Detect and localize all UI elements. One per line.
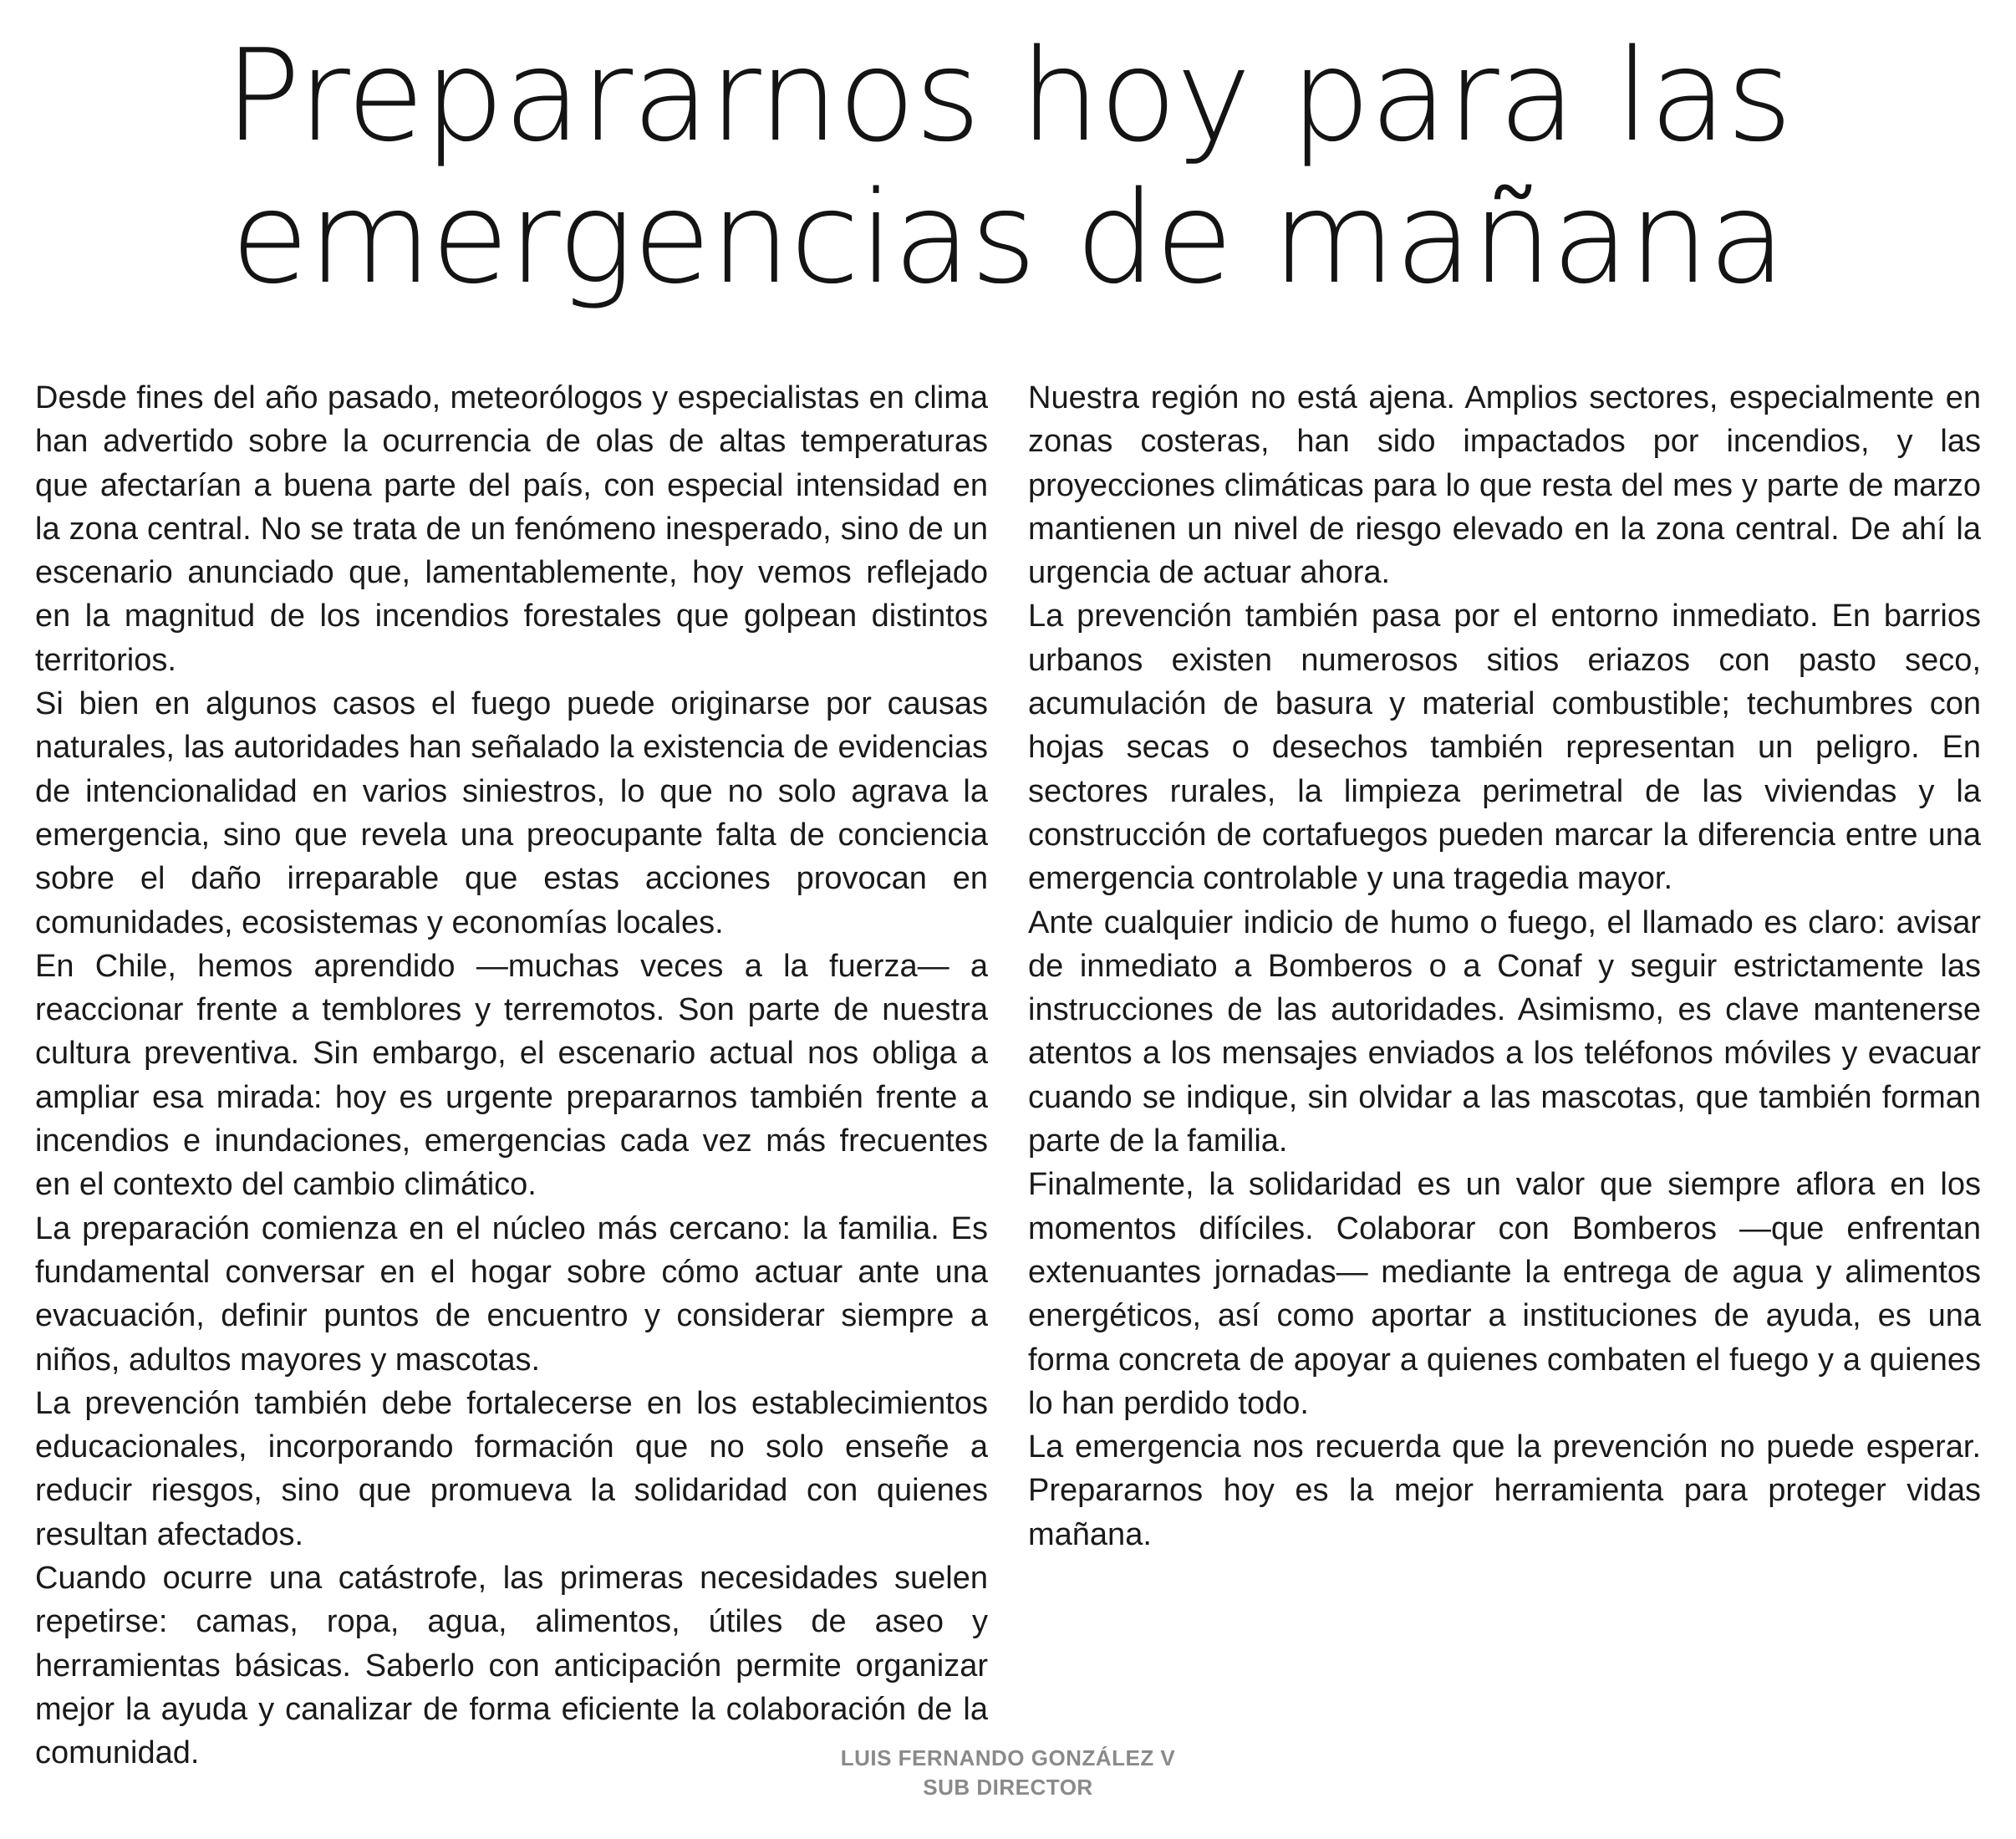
- paragraph: Cuando ocurre una catástrofe, las primeras necesidades suelen repetirse: camas, ropa, agua, alimentos, útiles de aseo y herramientas básicas. Saberlo con anticipación permite organizar mejor la ayuda y canalizar de forma eficiente la colaboración de la comunidad.: [35, 1561, 988, 1771]
- headline-line-1: Prepararnos hoy para las: [224, 22, 1792, 170]
- author-name: LUIS FERNANDO GONZÁLEZ V: [840, 1745, 1176, 1770]
- paragraph: Finalmente, la solidaridad es un valor que siempre aflora en los momentos difíciles. Colaborar con Bomberos —que enfrentan extenuantes jornadas— mediante la entrega de agua y alimentos energéticos, así como aportar a instituciones de ayuda, es una forma concreta de apoyar a quienes combaten el fuego y a quienes lo han perdido todo.: [1028, 1167, 1981, 1421]
- column-right: [1028, 376, 1981, 1693]
- author-role: SUB DIRECTOR: [923, 1775, 1093, 1800]
- headline-line-2: emergencias de mañana: [231, 164, 1785, 312]
- paragraph: Desde fines del año pasado, meteorólogos y especialistas en clima han advertido sobre la ocurrencia de olas de altas temperaturas que afectarían a buena parte del país, con especial intensidad en la zona central. No se trata de un fenómeno inesperado, sino de un escenario anunciado que, lamentablemente, hoy vemos reflejado en la magnitud de los incendios forestales que golpean distintos territorios.: [35, 380, 988, 678]
- paragraph: La prevención también debe fortalecerse en los establecimientos educacionales, incorporando formación que no solo enseñe a reducir riesgos, sino que promueva la solidaridad con quienes resultan afectados.: [35, 1385, 988, 1552]
- paragraph: En Chile, hemos aprendido —muchas veces a la fuerza— a reaccionar frente a temblores y terremotos. Son parte de nuestra cultura preventiva. Sin embargo, el escenario actual nos obliga a ampliar esa mirada: hoy es urgente prepararnos también frente a incendios e inundaciones, emergencias cada vez más frecuentes en el contexto del cambio climático.: [35, 948, 988, 1203]
- headline: [0, 22, 2016, 312]
- paragraph: La preparación comienza en el núcleo más cercano: la familia. Es fundamental conversar en el hogar sobre cómo actuar ante una evacuación, definir puntos de encuentro y considerar siempre a niños, adultos mayores y mascotas.: [35, 1210, 988, 1378]
- column-left: [35, 376, 988, 1771]
- paragraph: La emergencia nos recuerda que la prevención no puede esperar. Prepararnos hoy es la mejor herramienta para proteger vidas mañana.: [1028, 1429, 1981, 1552]
- byline: [0, 1744, 2016, 1802]
- paragraph: Si bien en algunos casos el fuego puede originarse por causas naturales, las autoridades han señalado la existencia de evidencias de intencionalidad en varios siniestros, lo que no solo agrava la emergencia, sino que revela una preocupante falta de conciencia sobre el daño irreparable que estas acciones provocan en comunidades, ecosistemas y economías locales.: [35, 686, 988, 940]
- paragraph: Ante cualquier indicio de humo o fuego, el llamado es claro: avisar de inmediato a Bomberos o a Conaf y seguir estrictamente las instrucciones de las autoridades. Asimismo, es clave mantenerse atentos a los mensajes enviados a los teléfonos móviles y evacuar cuando se indique, sin olvidar a las mascotas, que también forman parte de la familia.: [1028, 904, 1981, 1159]
- paragraph: Nuestra región no está ajena. Amplios sectores, especialmente en zonas costeras, han sido impactados por incendios, y las proyecciones climáticas para lo que resta del mes y parte de marzo mantienen un nivel de riesgo elevado en la zona central. De ahí la urgencia de actuar ahora.: [1028, 380, 1981, 591]
- paragraph: La prevención también pasa por el entorno inmediato. En barrios urbanos existen numerosos sitios eriazos con pasto seco, acumulación de basura y material combustible; techumbres con hojas secas o desechos también representan un peligro. En sectores rurales, la limpieza perimetral de las viviendas y la construcción de cortafuegos pueden marcar la diferencia entre una emergencia controlable y una tragedia mayor.: [1028, 599, 1981, 897]
